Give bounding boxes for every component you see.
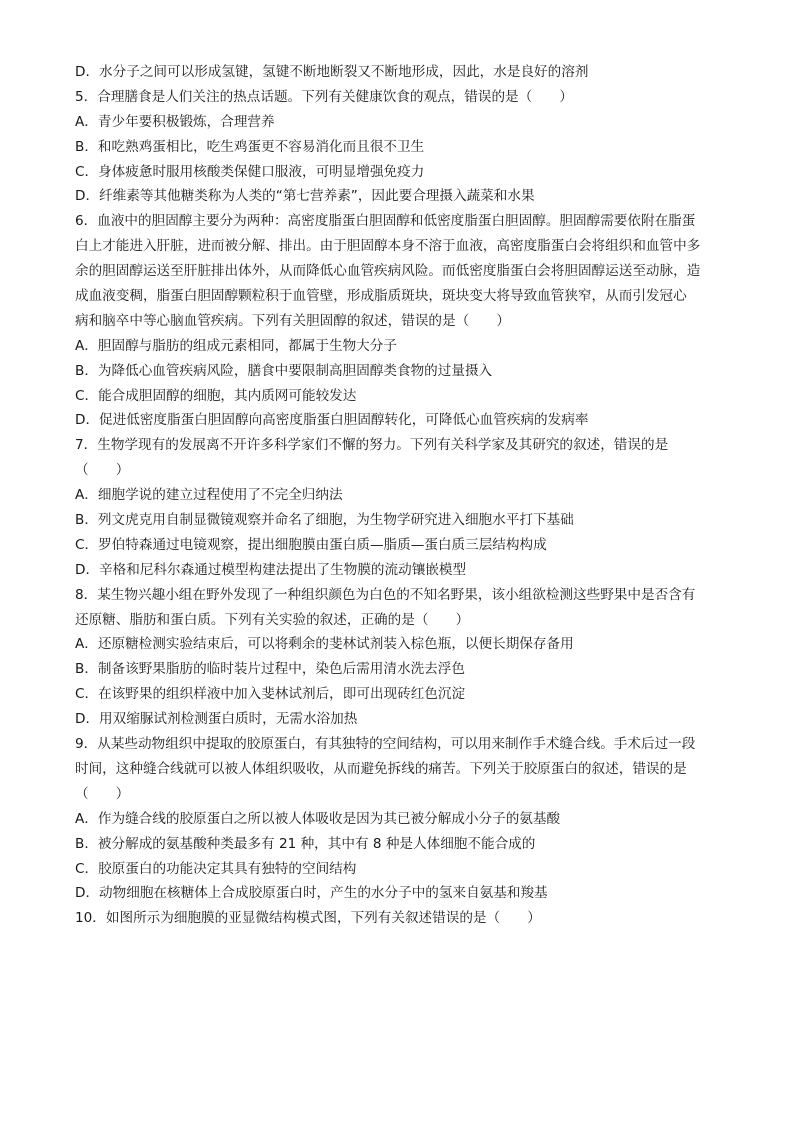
text-line: 8．某生物兴趣小组在野外发现了一种组织颜色为白色的不知名野果，该小组欲检测这些野果中是否含有	[75, 586, 696, 603]
text-line: C．身体疲惫时服用核酸类保健口服液，可明显增强免疫力	[75, 163, 425, 180]
text-line: 病和脑卒中等心脑血管疾病。下列有关胆固醇的叙述，错误的是（ ）	[75, 312, 510, 329]
text-line: B．和吃熟鸡蛋相比，吃生鸡蛋更不容易消化而且很不卫生	[75, 138, 425, 155]
text-line: （ ）	[75, 462, 130, 479]
text-line: 10．如图所示为细胞膜的亚显微结构模式图，下列有关叙述错误的是（ ）	[75, 910, 541, 927]
text-line: 7．生物学现有的发展离不开许多科学家们不懈的努力。下列有关科学家及其研究的叙述，错误的是	[75, 437, 669, 454]
text-line: A．细胞学说的建立过程使用了不完全归纳法	[75, 487, 343, 504]
text-line: B．被分解成的氨基酸种类最多有 21 种，其中有 8 种是人体细胞不能合成的	[75, 835, 536, 852]
text-line: D．纤维素等其他糖类称为人类的“第七营养素”，因此要合理摄入蔬菜和水果	[75, 188, 535, 205]
text-line: B．列文虎克用自制显微镜观察并命名了细胞，为生物学研究进入细胞水平打下基础	[75, 512, 574, 529]
text-line: C．在该野果的组织样液中加入斐林试剂后，即可出现砖红色沉淀	[75, 686, 466, 703]
text-line: 5．合理膳食是人们关注的热点话题。下列有关健康饮食的观点，错误的是（ ）	[75, 88, 574, 105]
text-line: （ ）	[75, 785, 130, 802]
text-line: D．辛格和尼科尔森通过模型构建法提出了生物膜的流动镶嵌模型	[75, 561, 467, 578]
text-line: C．胶原蛋白的功能决定其具有独特的空间结构	[75, 860, 357, 877]
text-line: 6．血液中的胆固醇主要分为两种：高密度脂蛋白胆固醇和低密度脂蛋白胆固醇。胆固醇需要依附在脂蛋	[75, 213, 696, 230]
text-line: D．水分子之间可以形成氢键，氢键不断地断裂又不断地形成，因此，水是良好的溶剂	[75, 64, 589, 80]
text-line: A．青少年要积极锻炼，合理营养	[75, 113, 275, 130]
text-line: A．还原糖检测实验结束后，可以将剩余的斐林试剂装入棕色瓶，以便长期保存备用	[75, 636, 574, 653]
text-line: A．作为缝合线的胶原蛋白之所以被人体吸收是因为其已被分解成小分子的氨基酸	[75, 810, 561, 827]
text-line: B．制备该野果脂肪的临时装片过程中，染色后需用清水洗去浮色	[75, 661, 465, 678]
text-line: D．动物细胞在核糖体上合成胶原蛋白时，产生的水分子中的氢来自氨基和羧基	[75, 885, 548, 902]
text-line: D．促进低密度脂蛋白胆固醇向高密度脂蛋白胆固醇转化，可降低心血管疾病的发病率	[75, 412, 589, 429]
text-line: 白上才能进入肝脏，进而被分解、排出。由于胆固醇本身不溶于血液，高密度脂蛋白会将组织和血管中多	[75, 238, 701, 255]
text-line: 9．从某些动物组织中提取的胶原蛋白，有其独特的空间结构，可以用来制作手术缝合线。手术后过一段	[75, 736, 696, 753]
text-line: B．为降低心血管疾病风险，膳食中要限制高胆固醇类食物的过量摄入	[75, 362, 493, 379]
text-line: 成血液变稠，脂蛋白胆固醇颗粒积于血管壁，形成脂质斑块，斑块变大将导致血管狭窄，从而引发冠心	[75, 288, 687, 305]
text-line: D．用双缩脲试剂检测蛋白质时，无需水浴加热	[75, 711, 358, 728]
text-line: A．胆固醇与脂肪的组成元素相同，都属于生物大分子	[75, 337, 397, 354]
text-line: 时间，这种缝合线就可以被人体组织吸收，从而避免拆线的痛苦。下列关于胶原蛋白的叙述，错误的是	[75, 760, 687, 777]
text-line: C．能合成胆固醇的细胞，其内质网可能较发达	[75, 387, 357, 404]
text-line: C．罗伯特森通过电镜观察，提出细胞膜由蛋白质—脂质—蛋白质三层结构构成	[75, 536, 547, 553]
text-line: 余的胆固醇运送至肝脏排出体外，从而降低心血管疾病风险。而低密度脂蛋白会将胆固醇运送至动脉，造	[75, 263, 701, 280]
text-line: 还原糖、脂肪和蛋白质。下列有关实验的叙述，正确的是（ ）	[75, 611, 470, 628]
question-text-block	[75, 60, 725, 931]
